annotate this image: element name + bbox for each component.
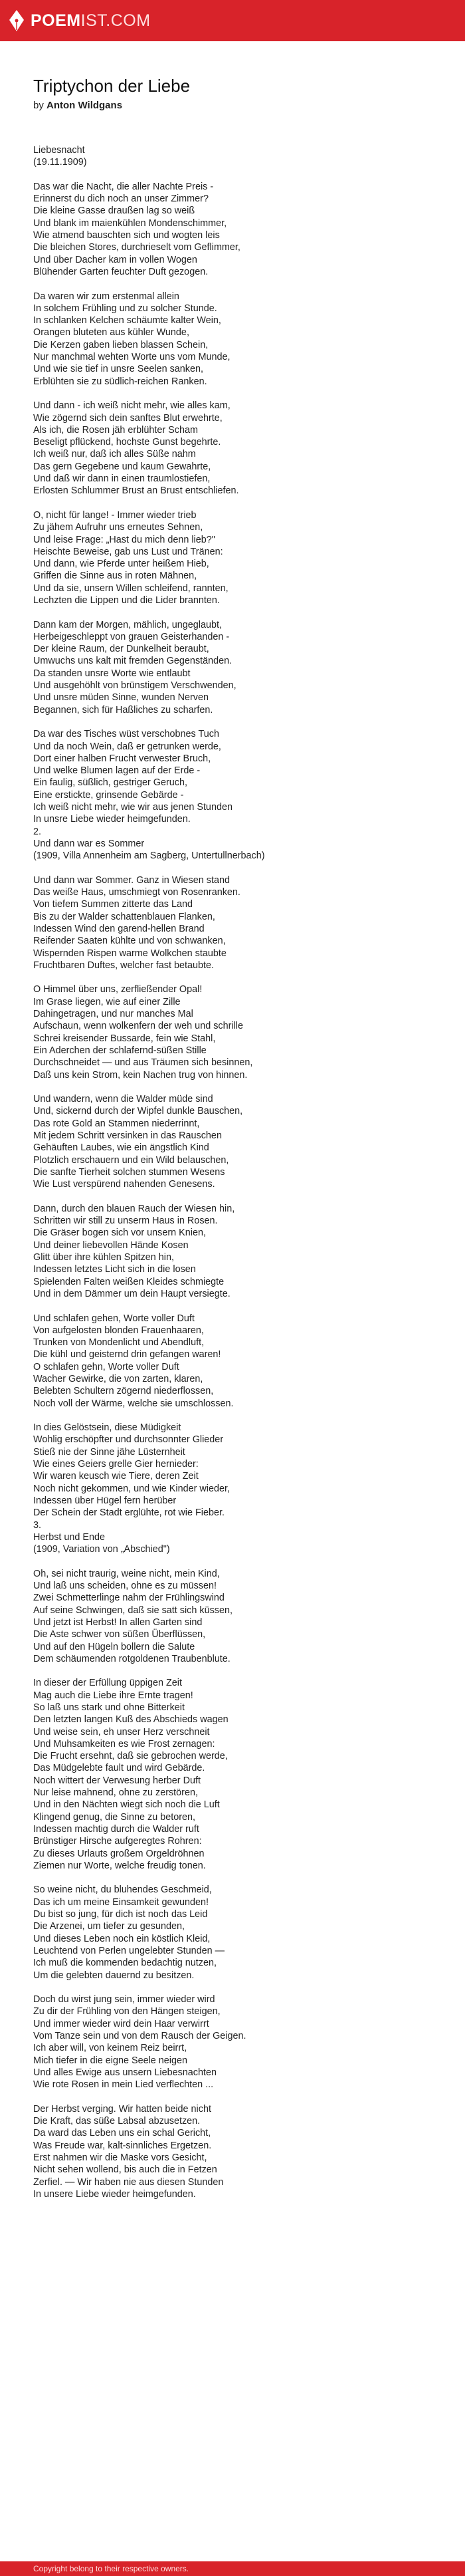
- poem-line: Noch nicht gekommen, und wie Kinder wieder,: [33, 1483, 230, 1494]
- stanza-gap: [33, 1555, 432, 1567]
- poem-line: Wie rote Rosen in mein Lied verflechten ...: [33, 2079, 214, 2091]
- stanza-gap: [33, 1872, 432, 1884]
- poem-line: Und da sie, unsern Willen schleifend, rannten,: [33, 582, 229, 594]
- stanza-gap: [33, 1982, 432, 1994]
- poem-line: Als ich, die Rosen jäh erblühter Scham: [33, 424, 198, 436]
- poem-line: Und wandern, wenn die Walder müde sind: [33, 1094, 213, 1105]
- poem-line: Mit jedem Schritt versinken in das Rauschen: [33, 1130, 222, 1142]
- poem-line: Die bleichen Stores, durchrieselt vom Geflimmer,: [33, 242, 240, 253]
- poem-line: Da ward das Leben uns ein schal Gericht,: [33, 2128, 211, 2139]
- poem-line: Und Muhsamkeiten es wie Frost zernagen:: [33, 1738, 215, 1749]
- poem-line: Und über Dacher kam in vollen Wogen: [33, 254, 197, 265]
- poem-line: Daß uns kein Strom, kein Nachen trug von hinnen.: [33, 1069, 248, 1081]
- poem-line: Liebesnacht: [33, 145, 85, 156]
- poem-line: Dahingetragen, und nur manches Mal: [33, 1009, 193, 1020]
- poem-line: Ich weiß nur, daß ich alles Süße nahm: [33, 449, 196, 460]
- poem-line: Und dieses Leben noch ein köstlich Kleid,: [33, 1933, 211, 1944]
- poem-line: Erlosten Schlummer Brust an Brust entschliefen.: [33, 485, 239, 497]
- stanza-gap: [33, 1410, 432, 1422]
- poem-line: Mag auch die Liebe ihre Ernte tragen!: [33, 1690, 193, 1701]
- poem-line: Die sanfte Tierheit solchen stummen Wesens: [33, 1166, 225, 1178]
- poem-line: Die Kerzen gaben lieben blassen Schein,: [33, 339, 209, 350]
- poem-line: Da standen unsre Worte wie entlaubt: [33, 668, 191, 679]
- poem-line: Die kleine Gasse draußen lag so weiß: [33, 205, 195, 217]
- poem-line: Und blank im maienkühlen Mondenschimmer,: [33, 217, 227, 229]
- poem-line: Mich tiefer in die eigne Seele neigen: [33, 2055, 187, 2066]
- poem-line: Indessen letztes Licht sich in die losen: [33, 1264, 196, 1275]
- poem-line: Und ausgehöhlt von brünstigem Verschwenden,: [33, 680, 236, 692]
- poem-line: O, nicht für lange! - Immer wieder trieb: [33, 509, 197, 521]
- poem-line: Aufschaun, wenn wolkenfern der weh und schrille: [33, 1021, 243, 1032]
- poem-line: Und laß uns scheiden, ohne es zu müssen!: [33, 1581, 217, 1592]
- poem-line: Zerfiel. — Wir haben nie aus diesen Stunden: [33, 2176, 224, 2188]
- poem-line: Doch du wirst jung sein, immer wieder wird: [33, 1994, 215, 2005]
- poem-line: Nicht sehen wollend, bis auch die in Fetzen: [33, 2164, 217, 2176]
- poem-line: Eine erstickte, grinsende Gebärde -: [33, 789, 184, 801]
- poem-line: Zu dieses Urlauts großem Orgeldröhnen: [33, 1848, 205, 1859]
- poem-line: Die Frucht ersehnt, daß sie gebrochen werde,: [33, 1751, 228, 1762]
- poem-line: Und weise sein, eh unser Herz verschneit: [33, 1726, 210, 1738]
- poem-line: Und alles Ewige aus unsern Liebesnachten: [33, 2067, 217, 2078]
- poem-line: Der kleine Raum, der Dunkelheit beraubt,: [33, 644, 209, 655]
- poem-line: Ich weiß nicht mehr, wie wir aus jenen Stunden: [33, 802, 232, 813]
- top-header-bar: [0, 0, 465, 41]
- poem-line: Lechzten die Lippen und die Lider brannten.: [33, 594, 220, 606]
- poem-line: Vom Tanze sein und von dem Rausch der Geigen.: [33, 2031, 246, 2042]
- pencil-nib-icon: [8, 9, 25, 32]
- poem-line: Der Herbst verging. Wir hatten beide nicht: [33, 2103, 211, 2115]
- poem-line: Noch wittert der Verwesung herber Duft: [33, 1775, 201, 1786]
- poem-line: Und welke Blumen lagen auf der Erde -: [33, 765, 201, 777]
- poem-line: Wir waren keusch wie Tiere, deren Zeit: [33, 1471, 199, 1482]
- footer-bar: [0, 2561, 465, 2576]
- poem-line: Bis zu der Walder schattenblauen Flanken,: [33, 911, 215, 922]
- poem-line: Durchschneidet — und aus Träumen sich besinnen,: [33, 1057, 253, 1069]
- poem-line: In dieser der Erfüllung üppigen Zeit: [33, 1678, 182, 1689]
- poem-line: 2.: [33, 826, 42, 837]
- site-logo-text: [31, 11, 151, 31]
- poem-line: Wie Lust verspürend nahenden Genesens.: [33, 1179, 215, 1190]
- poem-line: Brünstiger Hirsche aufgeregtes Rohren:: [33, 1836, 202, 1847]
- poem-line: O Himmel über uns, zerfließender Opal!: [33, 984, 203, 995]
- poem-body: [33, 144, 432, 2200]
- poem-line: Orangen bluteten aus kühler Wunde,: [33, 327, 189, 338]
- poem-line: Spielenden Falten weißen Kleides schmiegte: [33, 1276, 225, 1287]
- poem-line: So laß uns stark und ohne Bitterkeit: [33, 1702, 185, 1713]
- poem-line: O schlafen gehn, Worte voller Duft: [33, 1361, 179, 1372]
- poem-line: Ein Aderchen der schlafernd-süßen Stille: [33, 1045, 207, 1056]
- poem-line: Und deiner liebevollen Hände Kosen: [33, 1239, 189, 1251]
- poem-line: Ich muß die kommenden bedachtig nutzen,: [33, 1958, 217, 1969]
- poem-line: (1909, Variation von „Abschied"): [33, 1544, 170, 1555]
- by-label: by: [33, 100, 44, 111]
- poem-line: Und in dem Dämmer um dein Haupt versiegte.: [33, 1288, 231, 1299]
- poem-line: Der Schein der Stadt erglühte, rot wie Fieber.: [33, 1507, 225, 1519]
- poem-line: Wohlig erschöpfter und durchsonnter Glieder: [33, 1434, 224, 1446]
- poem-line: Das ich um meine Einsamkeit gewunden!: [33, 1896, 209, 1908]
- poem-line: In unsere Liebe wieder heimgefunden.: [33, 2188, 196, 2200]
- poem-line: Reifender Saaten kühlte und von schwanken,: [33, 936, 226, 947]
- poem-line: In schlanken Kelchen schäumte kalter Wein,: [33, 315, 221, 326]
- stanza-gap: [33, 1665, 432, 1677]
- poem-line: Zwei Schmetterlinge nahm der Frühlingswind: [33, 1593, 225, 1604]
- poem-line: Die Aste schwer von süßen Überflüssen,: [33, 1629, 206, 1640]
- stanza-gap: [33, 1191, 432, 1203]
- poem-line: Zu dir der Frühling von den Hängen steigen,: [33, 2006, 221, 2017]
- poem-line: Und in den Nächten wiegt sich noch die Luft: [33, 1799, 220, 1811]
- stanza-gap: [33, 1081, 432, 1093]
- poem-line: Glitt über ihre kühlen Spitzen hin,: [33, 1252, 174, 1263]
- poem-line: Auf seine Schwingen, daß sie satt sich küssen,: [33, 1605, 232, 1616]
- stanza-gap: [33, 716, 432, 728]
- poem-line: (19.11.1909): [33, 157, 87, 168]
- poem-line: Du bist so jung, für dich ist noch das Leid: [33, 1909, 208, 1920]
- stanza-gap: [33, 862, 432, 874]
- poem-line: Was Freude war, kalt-sinnliches Ergetzen.: [33, 2140, 212, 2151]
- poem-line: Um die gelebten dauernd zu besitzen.: [33, 1970, 195, 1981]
- poem-line: Und schlafen gehen, Worte voller Duft: [33, 1313, 195, 1324]
- poem-line: Das weiße Haus, umschmiegt von Rosenranken.: [33, 887, 240, 898]
- poem-byline: [33, 99, 432, 112]
- poem-line: Das Müdgelebte fault und wird Gebärde.: [33, 1763, 205, 1774]
- poem-line: Indessen machtig durch die Walder ruft: [33, 1823, 199, 1835]
- poem-line: Gehäuften Laubes, wie ein ängstlich Kind: [33, 1142, 209, 1154]
- poem-line: Schritten wir still zu unserm Haus in Rosen.: [33, 1216, 218, 1227]
- poem-line: Dem schäumenden rotgoldenen Traubenblute.: [33, 1653, 231, 1664]
- poem-line: Dann, durch den blauen Rauch der Wiesen hin,: [33, 1203, 235, 1214]
- poem-line: In unsre Liebe wieder heimgefunden.: [33, 814, 191, 825]
- stanza-gap: [33, 606, 432, 618]
- site-logo-link[interactable]: [8, 9, 151, 32]
- poem-line: Im Grase liegen, wie auf einer Zille: [33, 996, 181, 1007]
- poem-line: Plotzlich erschauern und ein Wild belauschen,: [33, 1154, 229, 1166]
- poem-line: Erblühten sie zu südlich-reichen Ranken.: [33, 376, 207, 387]
- poem-line: Trunken von Mondenlicht und Abendluft,: [33, 1337, 205, 1349]
- poem-line: Wie eines Geiers grelle Gier hernieder:: [33, 1459, 199, 1470]
- poem-line: Ziemen nur Worte, welche freudig tonen.: [33, 1860, 206, 1871]
- poem-line: Und da noch Wein, daß er getrunken werde,: [33, 741, 221, 752]
- stanza-gap: [33, 278, 432, 290]
- poem-line: Und immer wieder wird dein Haar verwirrt: [33, 2018, 209, 2029]
- poem-line: Erst nahmen wir die Maske vors Gesicht,: [33, 2152, 207, 2163]
- poem-line: Und dann war Sommer. Ganz in Wiesen stand: [33, 874, 230, 886]
- poem-line: Nur manchmal wehten Worte uns vom Munde,: [33, 352, 231, 363]
- logo-text-strong: POEM: [31, 11, 81, 30]
- logo-text-light: IST.COM: [80, 11, 151, 30]
- poem-line: (1909, Villa Annenheim am Sagberg, Untertullnerbach): [33, 850, 265, 862]
- poem-line: Griffen die Sinne aus in roten Mähnen,: [33, 571, 197, 582]
- footer-copyright: Copyright belong to their respective owners.: [33, 2564, 189, 2573]
- poem-line: Herbst und Ende: [33, 1531, 106, 1543]
- poem-line: Wispernden Rispen warme Wolkchen staubte: [33, 948, 227, 959]
- poem-line: Und daß wir dann in einen traumlostiefen,: [33, 473, 211, 485]
- poem-line: Und leise Frage: „Hast du mich denn lieb?": [33, 534, 215, 545]
- poem-line: 3.: [33, 1519, 42, 1531]
- poem-line: Das war die Nacht, die aller Nachte Preis -: [33, 181, 214, 192]
- stanza-gap: [33, 2091, 432, 2103]
- poem-line: Noch voll der Wärme, welche sie umschlossen.: [33, 1398, 234, 1409]
- poem-line: Begannen, sich für Haßliches zu scharfen.: [33, 704, 213, 715]
- poem-content: [33, 75, 432, 2200]
- poem-line: Von tiefem Summen zitterte das Land: [33, 899, 193, 910]
- poem-line: Ich aber will, von keinem Reiz beirrt,: [33, 2043, 187, 2054]
- poem-line: Die kühl und geisternd drin gefangen waren!: [33, 1349, 221, 1360]
- poem-title: Triptychon der Liebe: [33, 76, 191, 96]
- poem-line: Und unsre müden Sinne, wunden Nerven: [33, 692, 209, 704]
- poem-line: Die Arzenei, um tiefer zu gesunden,: [33, 1921, 185, 1932]
- poem-line: Erinnerst du dich noch an unser Zimmer?: [33, 193, 209, 205]
- poem-line: Heischte Beweise, gab uns Lust und Tränen:: [33, 546, 223, 557]
- poem-line: In solchem Frühling und zu solcher Stunde.: [33, 303, 217, 314]
- poem-line: Oh, sei nicht traurig, weine nicht, mein Kind,: [33, 1568, 220, 1579]
- poem-line: Und wie sie tief in unsre Seelen sanken,: [33, 364, 203, 375]
- poem-line: Und dann - ich weiß nicht mehr, wie alles kam,: [33, 400, 231, 412]
- poem-line: Wie atmend bauschten sich und wogten leis: [33, 230, 220, 241]
- stanza-gap: [33, 388, 432, 400]
- poem-line: Ein faulig, süßlich, gestriger Geruch,: [33, 777, 187, 789]
- poem-line: Indessen über Hügel fern herüber: [33, 1495, 177, 1506]
- poem-line: Dort einer halben Frucht verwester Bruch,: [33, 753, 211, 764]
- poem-line: Wacher Gewirke, die von zarten, klaren,: [33, 1373, 203, 1384]
- poem-line: Schrei kreisender Bussarde, fein wie Stahl,: [33, 1033, 216, 1044]
- poem-line: Und dann war es Sommer: [33, 838, 145, 849]
- poem-line: Umwuchs uns kalt mit fremden Gegenständen.: [33, 656, 232, 667]
- poem-line: Herbeigeschleppt von grauen Geisterhanden -: [33, 631, 230, 642]
- poem-line: Und, sickernd durch der Wipfel dunkle Bauschen,: [33, 1106, 243, 1117]
- poem-line: Das gern Gegebene und kaum Gewahrte,: [33, 461, 211, 472]
- stanza-gap: [33, 497, 432, 509]
- poem-line: Stieß nie der Sinne jähe Lüsternheit: [33, 1446, 185, 1458]
- poem-line: Die Gräser bogen sich vor unsern Knien,: [33, 1227, 206, 1239]
- poem-line: Zu jähem Aufruhr uns erneutes Sehnen,: [33, 522, 203, 533]
- poem-line: Das rote Gold an Stammen niederrinnt,: [33, 1118, 200, 1129]
- stanza-gap: [33, 971, 432, 983]
- author-link[interactable]: Anton Wildgans: [46, 100, 123, 111]
- poem-line: Da waren wir zum erstenmal allein: [33, 291, 179, 302]
- poem-line: Klingend genug, die Sinne zu betoren,: [33, 1811, 196, 1823]
- poem-line: Wie zögernd sich dein sanftes Blut erwehrte,: [33, 412, 223, 424]
- poem-line: Nur leise mahnend, ohne zu zerstören,: [33, 1787, 198, 1799]
- poem-line: Dann kam der Morgen, mählich, ungeglaubt,: [33, 619, 222, 630]
- poem-line: Da war des Tisches wüst verschobnes Tuch: [33, 729, 219, 740]
- poem-line: Und auf den Hügeln bollern die Salute: [33, 1641, 195, 1652]
- stanza-gap: [33, 1300, 432, 1312]
- poem-line: Von aufgelosten blonden Frauenhaaren,: [33, 1325, 204, 1336]
- poem-line: Indessen Wind den garend-hellen Brand: [33, 924, 205, 934]
- poem-line: Leuchtend von Perlen ungelebter Stunden —: [33, 1945, 225, 1956]
- poem-line: In dies Gelöstsein, diese Müdigkeit: [33, 1422, 181, 1434]
- poem-line: Belebten Schultern zögernd niederflossen,: [33, 1386, 214, 1397]
- poem-line: Fruchtbaren Duftes, welcher fast betaubte.: [33, 960, 214, 971]
- poem-line: Die Kraft, das süße Labsal abzusetzen.: [33, 2116, 201, 2127]
- poem-line: Und dann, wie Pferde unter heißem Hieb,: [33, 559, 209, 570]
- poem-line: Und jetzt ist Herbst! In allen Garten sind: [33, 1616, 203, 1628]
- poem-line: So weine nicht, du bluhendes Geschmeid,: [33, 1884, 212, 1896]
- poem-line: Beseligt pflückend, hochste Gunst begehrte.: [33, 437, 221, 448]
- poem-line: Blühender Garten feuchter Duft gezogen.: [33, 266, 209, 277]
- stanza-gap: [33, 169, 432, 181]
- poem-line: Den letzten langen Kuß des Abschieds wagen: [33, 1714, 229, 1726]
